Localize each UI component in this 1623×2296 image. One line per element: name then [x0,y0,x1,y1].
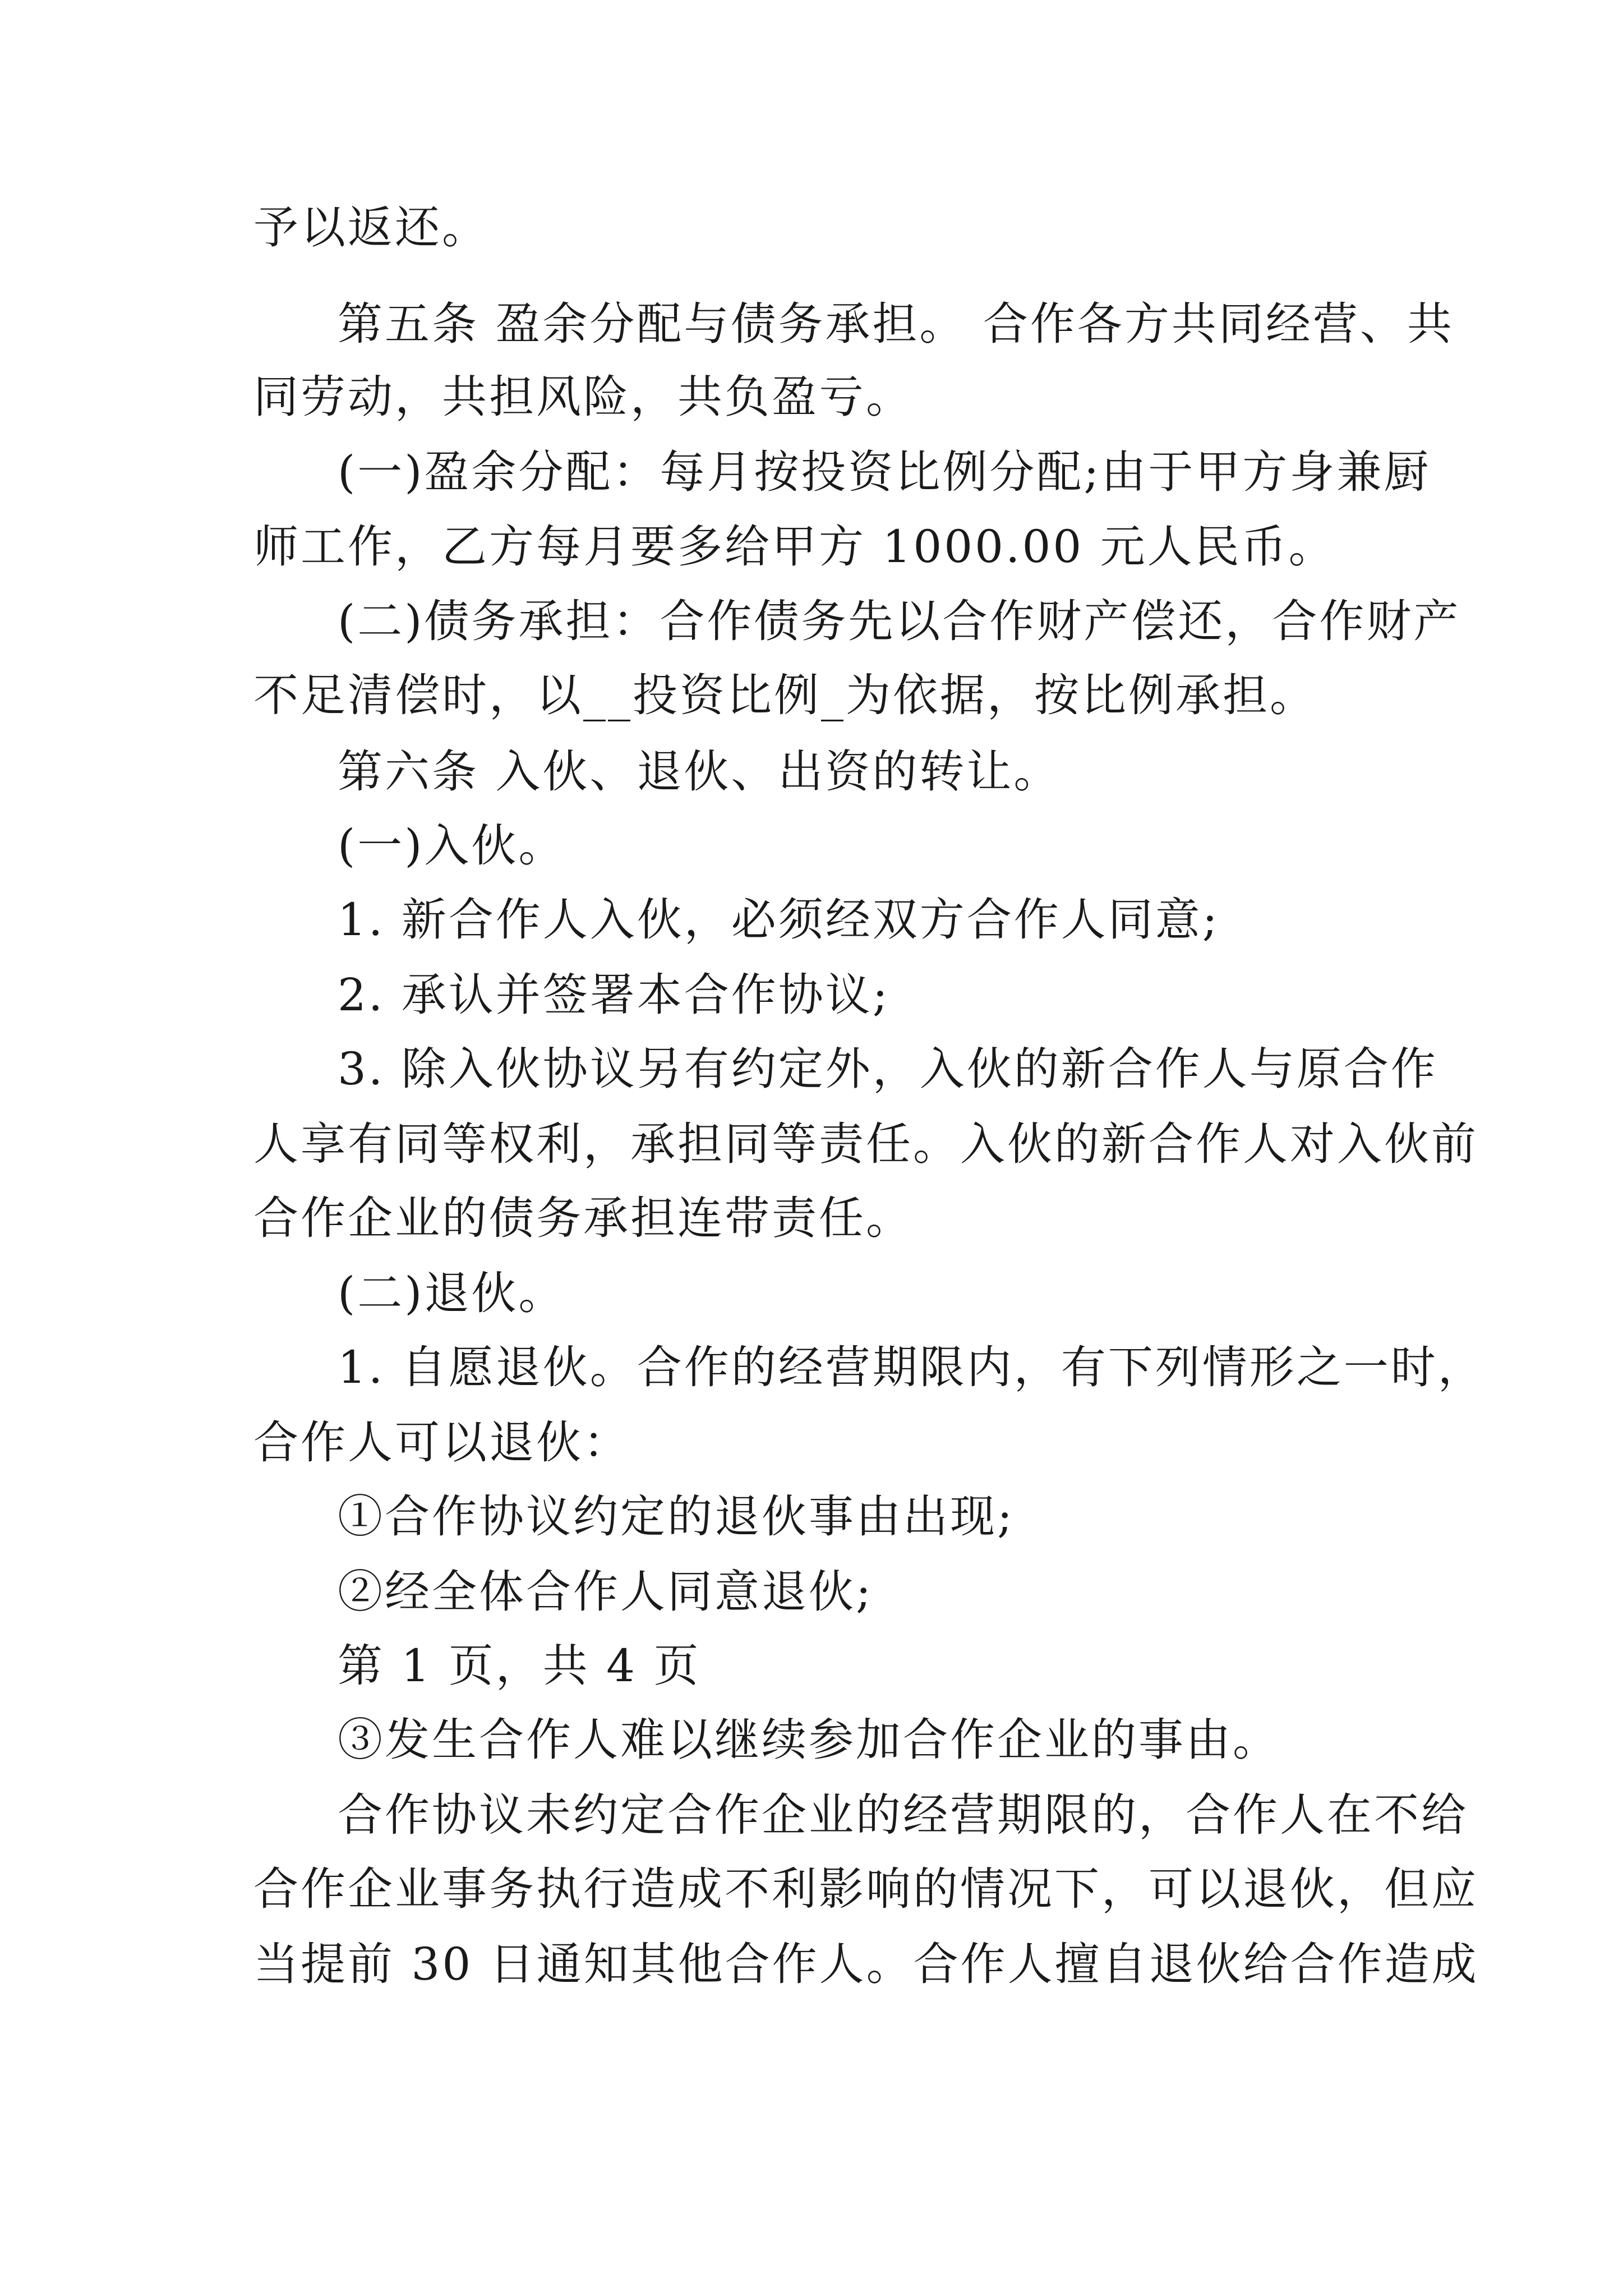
article-5-heading: 第五条 盈余分配与债务承担。 合作各方共同经营、共 [338,298,1454,350]
text-line: 1. 新合作人入伙，必须经双方合作人同意; [338,894,1220,946]
text-line: (二)退伙。 [338,1267,566,1319]
page-number: 第 1 页，共 4 页 [338,1640,701,1692]
text-line: (一)盈余分配：每月按投资比例分配;由于甲方身兼厨 [338,446,1431,498]
text-line: (一)入伙。 [338,820,566,872]
text-line: 2. 承认并签署本合作协议; [338,969,890,1021]
text-line: 合作协议未约定合作企业的经营期限的，合作人在不给 [338,1789,1468,1841]
text-line: 合作企业的债务承担连带责任。 [253,1192,913,1244]
text-line: 予以返还。 [253,201,489,254]
text-line: ③发生合作人难以继续参加合作企业的事由。 [338,1714,1280,1766]
text-line: ②经全体合作人同意退伙; [338,1566,873,1618]
text-line: 3. 除入伙协议另有约定外，入伙的新合作人与原合作 [338,1043,1438,1095]
text-line: 同劳动，共担风险，共负盈亏。 [253,371,913,423]
article-6-heading: 第六条 入伙、退伙、出资的转让。 [338,746,1061,798]
text-line: 当提前 30 日通知其他合作人。合作人擅自退伙给合作造成 [253,1938,1479,1990]
text-line: ①合作协议约定的退伙事由出现; [338,1490,1015,1543]
text-line: 合作人可以退伙： [253,1416,630,1469]
text-line: 1. 自愿退伙。合作的经营期限内，有下列情形之一时， [338,1341,1485,1393]
text-line: 合作企业事务执行造成不利影响的情况下，可以退伙，但应 [253,1863,1478,1915]
text-line: (二)债务承担：合作债务先以合作财产偿还，合作财产 [338,595,1461,647]
text-line: 人享有同等权利，承担同等责任。入伙的新合作人对入伙前 [253,1118,1478,1170]
text-line: 师工作，乙方每月要多给甲方 1000.00 元人民币。 [253,521,1336,573]
text-line: 不足清偿时，以__投资比例_为依据，按比例承担。 [253,669,1317,721]
